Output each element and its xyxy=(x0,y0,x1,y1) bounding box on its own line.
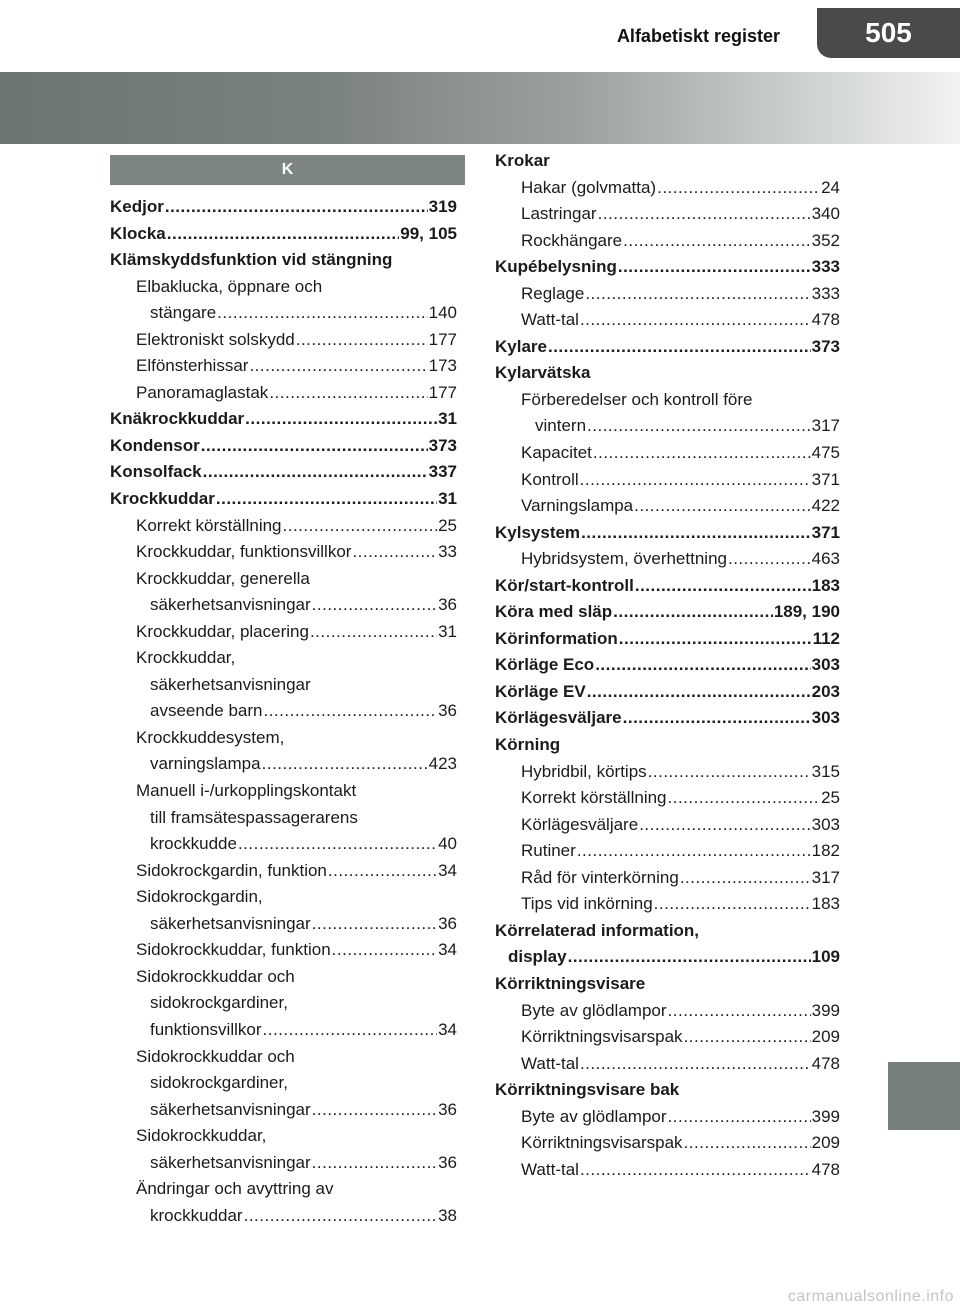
index-entry xyxy=(495,387,840,414)
index-entry-page: 315 xyxy=(811,761,840,781)
index-entry xyxy=(110,459,457,486)
index-entry xyxy=(110,1070,457,1097)
index-entry xyxy=(495,1104,840,1131)
index-entry xyxy=(495,413,840,440)
dot-leader xyxy=(635,573,811,600)
index-entry xyxy=(495,891,840,918)
index-entry xyxy=(495,228,840,255)
index-entry xyxy=(495,838,840,865)
dot-leader xyxy=(634,493,810,520)
index-entry xyxy=(110,327,457,354)
index-entry-page: 38 xyxy=(438,1205,457,1225)
index-entry xyxy=(495,360,840,387)
dot-leader xyxy=(167,221,400,248)
index-entry-term: krockkudde xyxy=(150,834,237,854)
index-entry-page: 34 xyxy=(438,860,457,880)
index-entry xyxy=(495,918,840,945)
index-entry-page: 40 xyxy=(438,834,457,854)
index-entry xyxy=(495,759,840,786)
index-entry-term: Kontroll xyxy=(521,469,579,489)
page-number: 505 xyxy=(817,8,960,58)
index-entry-term: Hybridbil, körtips xyxy=(521,761,647,781)
index-entry-term: Körläge EV xyxy=(495,681,586,701)
dot-leader xyxy=(217,300,427,327)
index-entry xyxy=(495,546,840,573)
dot-leader xyxy=(216,486,437,513)
index-entry-page: 25 xyxy=(821,788,840,808)
index-entry-term: Kedjor xyxy=(110,197,164,216)
index-entry xyxy=(110,513,457,540)
dot-leader xyxy=(244,1203,437,1230)
index-entry-page: 319 xyxy=(428,197,457,216)
index-entry-page: 183 xyxy=(811,894,840,914)
index-entry-term: Rockhängare xyxy=(521,230,623,250)
dot-leader xyxy=(296,327,428,354)
index-entry-term: Korrekt körställning xyxy=(136,515,282,535)
index-entry xyxy=(495,865,840,892)
index-entry-page: 340 xyxy=(811,204,840,224)
dot-leader xyxy=(668,998,811,1025)
index-entry xyxy=(110,300,457,327)
index-entry xyxy=(110,406,457,433)
index-entry-page: 399 xyxy=(811,1000,840,1020)
index-entry-term: Kondensor xyxy=(110,435,200,455)
index-column-right xyxy=(495,148,840,1183)
index-entry-term: display xyxy=(508,947,567,967)
dot-leader xyxy=(684,1024,811,1051)
index-entry-term: Knäkrockkuddar xyxy=(110,409,245,429)
index-entry-page: 333 xyxy=(811,257,840,277)
dot-leader xyxy=(668,785,821,812)
index-entry-page: 463 xyxy=(811,549,840,569)
index-entry-page: 422 xyxy=(811,496,840,516)
index-entry-page: 25 xyxy=(438,515,457,535)
index-entry-page: 183 xyxy=(811,575,840,595)
index-entry xyxy=(495,201,840,228)
dot-leader xyxy=(623,705,811,732)
index-entry-term: Krockkuddar, funktionsvillkor xyxy=(136,542,352,562)
index-entry xyxy=(495,334,840,361)
index-entry-term: sidokrockgardiner, xyxy=(150,993,288,1013)
index-entry-page: 209 xyxy=(811,1027,840,1047)
index-entry-page: 475 xyxy=(811,443,840,463)
index-entry-page: 34 xyxy=(438,940,457,960)
index-entry xyxy=(110,884,457,911)
index-entry-term: Watt-tal xyxy=(521,1053,579,1073)
index-entry-term: Körläge Eco xyxy=(495,655,595,675)
dot-leader xyxy=(203,459,428,486)
index-entry xyxy=(110,990,457,1017)
dot-leader xyxy=(352,539,437,566)
index-entry xyxy=(495,1130,840,1157)
dot-leader xyxy=(283,513,438,540)
index-entry-page: 177 xyxy=(428,329,457,349)
index-entry-page: 317 xyxy=(811,416,840,436)
index-entry-term: Byte av glödlampor xyxy=(521,1106,667,1126)
index-entry-term: Kapacitet xyxy=(521,443,592,463)
index-entry-page: 36 xyxy=(438,913,457,933)
index-entry-page: 303 xyxy=(811,655,840,675)
index-entry-page: 478 xyxy=(811,1053,840,1073)
index-entry-page: 140 xyxy=(428,303,457,323)
index-entry-term: Körlägesväljare xyxy=(495,708,622,728)
index-entry xyxy=(110,778,457,805)
index-entry xyxy=(110,698,457,725)
index-entry xyxy=(110,1123,457,1150)
index-entry-term: funktionsvillkor xyxy=(150,1019,262,1039)
index-entry xyxy=(110,751,457,778)
index-entry-term: Sidokrockkuddar, xyxy=(136,1126,267,1146)
index-entry-term: Hakar (golvmatta) xyxy=(521,177,657,197)
index-entry-term: säkerhetsanvisningar xyxy=(150,595,311,615)
index-entry-page: 371 xyxy=(811,522,840,542)
dot-leader xyxy=(310,619,437,646)
index-entry-term: Kylarvätska xyxy=(495,363,591,383)
index-entry xyxy=(495,175,840,202)
index-entry-term: Kylare xyxy=(495,336,547,356)
index-entry-page: 423 xyxy=(428,754,457,774)
index-entry-term: säkerhetsanvisningar xyxy=(150,1099,311,1119)
index-entry-term: Körinformation xyxy=(495,628,618,648)
index-entry-page: 337 xyxy=(428,462,457,482)
index-entry-term: Krockkuddar, placering xyxy=(136,621,309,641)
index-entry-page: 34 xyxy=(438,1019,457,1039)
index-entry xyxy=(495,520,840,547)
index-entry xyxy=(110,1176,457,1203)
index-entry xyxy=(110,1097,457,1124)
index-entry-term: Krockkuddar, generella xyxy=(136,568,310,588)
index-entry-term: Reglage xyxy=(521,283,585,303)
index-entry-term: Manuell i-/urkopplingskontakt xyxy=(136,781,357,801)
index-entry-page: 173 xyxy=(428,356,457,376)
page-title: Alfabetiskt register xyxy=(616,26,780,46)
index-entry-term: Rutiner xyxy=(521,841,576,861)
index-entry xyxy=(495,599,840,626)
index-entry xyxy=(495,971,840,998)
index-entry xyxy=(110,221,457,248)
dot-leader xyxy=(580,307,811,334)
index-entry-term: Hybridsystem, överhettning xyxy=(521,549,727,569)
index-entry xyxy=(110,433,457,460)
index-entry-term: Köra med släp xyxy=(495,602,613,622)
dot-leader xyxy=(568,944,811,971)
index-entry-page: 303 xyxy=(811,814,840,834)
dot-leader xyxy=(263,1017,438,1044)
dot-leader xyxy=(312,592,437,619)
dot-leader xyxy=(613,599,773,626)
index-entry xyxy=(495,467,840,494)
index-entry xyxy=(495,254,840,281)
index-entry-term: Elfönsterhissar xyxy=(136,356,249,376)
index-entry-term: Ändringar och avyttring av xyxy=(136,1179,334,1199)
dot-leader xyxy=(648,759,811,786)
index-entry-page: 371 xyxy=(811,469,840,489)
index-entry xyxy=(110,1017,457,1044)
index-entry-term: Elbaklucka, öppnare och xyxy=(136,276,323,296)
index-entry-term: Råd för vinterkörning xyxy=(521,867,679,887)
index-entry-term: Körlägesväljare xyxy=(521,814,639,834)
index-entry xyxy=(110,592,457,619)
index-entry xyxy=(495,1051,840,1078)
index-entry-page: 182 xyxy=(811,841,840,861)
index-entry xyxy=(495,679,840,706)
dot-leader xyxy=(598,201,811,228)
index-entry xyxy=(110,247,457,274)
dot-leader xyxy=(684,1130,811,1157)
dot-leader xyxy=(728,546,811,573)
index-entry xyxy=(495,1077,840,1104)
index-entry-term: Kylsystem xyxy=(495,522,581,542)
index-entry-term: Sidokrockkuddar och xyxy=(136,1046,295,1066)
dot-leader xyxy=(312,911,437,938)
index-entry-term: säkerhetsanvisningar xyxy=(150,1152,311,1172)
index-entry-page: 177 xyxy=(428,382,457,402)
index-entry xyxy=(495,998,840,1025)
index-entry-page: 99, 105 xyxy=(400,223,457,243)
dot-leader xyxy=(263,698,437,725)
index-entry-page: 352 xyxy=(811,230,840,250)
dot-leader xyxy=(654,891,811,918)
index-entry xyxy=(110,353,457,380)
dot-leader xyxy=(577,838,811,865)
dot-leader xyxy=(587,413,811,440)
index-entry-term: till framsätespassagerarens xyxy=(150,807,358,827)
index-entry xyxy=(110,194,457,221)
chapter-thumb-tab xyxy=(888,1062,960,1130)
index-entry-term: Klocka xyxy=(110,223,166,243)
dot-leader xyxy=(312,1097,437,1124)
index-entry xyxy=(495,705,840,732)
index-entry xyxy=(495,652,840,679)
index-entry-page: 31 xyxy=(438,489,457,509)
index-entry xyxy=(110,619,457,646)
index-entry xyxy=(110,964,457,991)
index-entry-page: 303 xyxy=(811,708,840,728)
index-entry-page: 36 xyxy=(438,1099,457,1119)
index-entry-page: 209 xyxy=(811,1133,840,1153)
index-entry-term: Körriktningsvisarspak xyxy=(521,1133,683,1153)
index-entry-term: Watt-tal xyxy=(521,1159,579,1179)
dot-leader xyxy=(593,440,811,467)
index-entry-term: Körriktningsvisare xyxy=(495,973,646,993)
dot-leader xyxy=(623,228,811,255)
index-entry xyxy=(110,539,457,566)
index-entry-term: stängare xyxy=(150,303,217,323)
index-entry xyxy=(495,148,840,175)
index-entry xyxy=(110,380,457,407)
dot-leader xyxy=(201,433,428,460)
dot-leader xyxy=(657,175,820,202)
index-entry-term: Panoramaglastak xyxy=(136,382,269,402)
index-entry xyxy=(495,1024,840,1051)
index-entry-term: Sidokrockgardin, xyxy=(136,887,263,907)
index-entry-term: Körning xyxy=(495,735,561,755)
index-entry-page: 333 xyxy=(811,283,840,303)
index-entry-term: avseende barn xyxy=(150,701,263,721)
dot-leader xyxy=(262,751,428,778)
index-entry-term: Sidokrockgardin, funktion xyxy=(136,860,327,880)
dot-leader xyxy=(312,1150,437,1177)
index-entry-term: Varningslampa xyxy=(521,496,634,516)
index-entry xyxy=(495,1157,840,1184)
dot-leader xyxy=(249,353,427,380)
index-entry-term: Kör/start-kontroll xyxy=(495,575,634,595)
dot-leader xyxy=(595,652,810,679)
index-entry-term: Byte av glödlampor xyxy=(521,1000,667,1020)
index-entry xyxy=(495,281,840,308)
index-entry-term: Konsolfack xyxy=(110,462,202,482)
index-entry-term: Elektroniskt solskydd xyxy=(136,329,295,349)
index-entry xyxy=(110,858,457,885)
dot-leader xyxy=(585,281,810,308)
index-entry-page: 31 xyxy=(438,621,457,641)
index-entry-term: Klämskyddsfunktion vid stängning xyxy=(110,250,393,270)
index-entry xyxy=(110,831,457,858)
index-entry-term: Lastringar xyxy=(521,204,597,224)
index-entry xyxy=(110,725,457,752)
index-entry xyxy=(110,937,457,964)
index-entry xyxy=(495,440,840,467)
dot-leader xyxy=(328,858,437,885)
index-entry-term: Tips vid inkörning xyxy=(521,894,653,914)
index-entry xyxy=(110,274,457,301)
index-entry-term: Förberedelser och kontroll före xyxy=(521,389,753,409)
dot-leader xyxy=(680,865,811,892)
index-entry xyxy=(110,911,457,938)
index-entry-term: krockkuddar xyxy=(150,1205,243,1225)
dot-leader xyxy=(548,334,811,361)
decorative-band xyxy=(0,72,960,144)
index-entry-page: 112 xyxy=(812,628,840,648)
index-entry-page: 189, 190 xyxy=(773,602,840,622)
index-entry-term: vintern xyxy=(535,416,587,436)
index-entry-term: Körriktningsvisarspak xyxy=(521,1027,683,1047)
index-entry xyxy=(110,486,457,513)
index-entry-page: 478 xyxy=(811,1159,840,1179)
index-entry xyxy=(495,785,840,812)
dot-leader xyxy=(668,1104,811,1131)
index-entry xyxy=(110,1203,457,1230)
index-entry-page: 109 xyxy=(811,947,840,967)
index-column-left xyxy=(110,194,457,1229)
index-entry-term: Krockkuddar, xyxy=(136,648,236,668)
index-entry xyxy=(495,732,840,759)
index-entry xyxy=(110,1044,457,1071)
index-entry xyxy=(495,812,840,839)
dot-leader xyxy=(619,626,812,653)
index-entry-term: Körrelaterad information, xyxy=(495,920,700,940)
index-entry xyxy=(110,805,457,832)
dot-leader xyxy=(580,1157,811,1184)
index-entry xyxy=(110,645,457,672)
index-entry xyxy=(110,1150,457,1177)
index-entry-term: varningslampa xyxy=(150,754,261,774)
index-entry-term: sidokrockgardiner, xyxy=(150,1073,288,1093)
index-entry-page: 24 xyxy=(821,177,840,197)
dot-leader xyxy=(587,679,811,706)
page-header xyxy=(0,0,960,62)
index-entry-page: 36 xyxy=(438,1152,457,1172)
index-entry-term: Sidokrockkuddar, funktion xyxy=(136,940,331,960)
section-letter-header: K xyxy=(110,155,465,185)
index-entry-page: 36 xyxy=(438,701,457,721)
index-entry-page: 31 xyxy=(438,409,457,429)
dot-leader xyxy=(581,520,811,547)
index-entry-page: 399 xyxy=(811,1106,840,1126)
index-entry-term: Sidokrockkuddar och xyxy=(136,966,295,986)
dot-leader xyxy=(618,254,811,281)
index-entry-page: 36 xyxy=(438,595,457,615)
footer-watermark: carmanualsonline.info xyxy=(787,1288,954,1305)
dot-leader xyxy=(639,812,810,839)
index-entry xyxy=(110,672,457,699)
index-entry-page: 373 xyxy=(811,336,840,356)
dot-leader xyxy=(238,831,437,858)
index-entry-page: 373 xyxy=(428,435,457,455)
index-entry xyxy=(495,573,840,600)
index-entry-term: Kupébelysning xyxy=(495,257,617,277)
index-entry xyxy=(495,944,840,971)
index-entry xyxy=(495,307,840,334)
index-entry-term: Körriktningsvisare bak xyxy=(495,1080,680,1100)
dot-leader xyxy=(269,380,427,407)
index-entry xyxy=(495,626,840,653)
index-entry-term: Korrekt körställning xyxy=(521,788,667,808)
index-entry-term: Watt-tal xyxy=(521,310,579,330)
index-entry-term: Krockkuddesystem, xyxy=(136,727,285,747)
index-entry-page: 317 xyxy=(811,867,840,887)
index-entry-term: säkerhetsanvisningar xyxy=(150,913,311,933)
dot-leader xyxy=(580,1051,811,1078)
index-entry-page: 203 xyxy=(811,681,840,701)
index-entry-page: 478 xyxy=(811,310,840,330)
index-entry-term: Krockkuddar xyxy=(110,489,215,509)
dot-leader xyxy=(165,194,428,221)
index-entry-term: Krokar xyxy=(495,151,550,170)
dot-leader xyxy=(332,937,437,964)
index-entry xyxy=(495,493,840,520)
dot-leader xyxy=(580,467,811,494)
dot-leader xyxy=(245,406,437,433)
index-entry-term: säkerhetsanvisningar xyxy=(150,674,311,694)
index-entry-page: 33 xyxy=(438,542,457,562)
index-entry xyxy=(110,566,457,593)
